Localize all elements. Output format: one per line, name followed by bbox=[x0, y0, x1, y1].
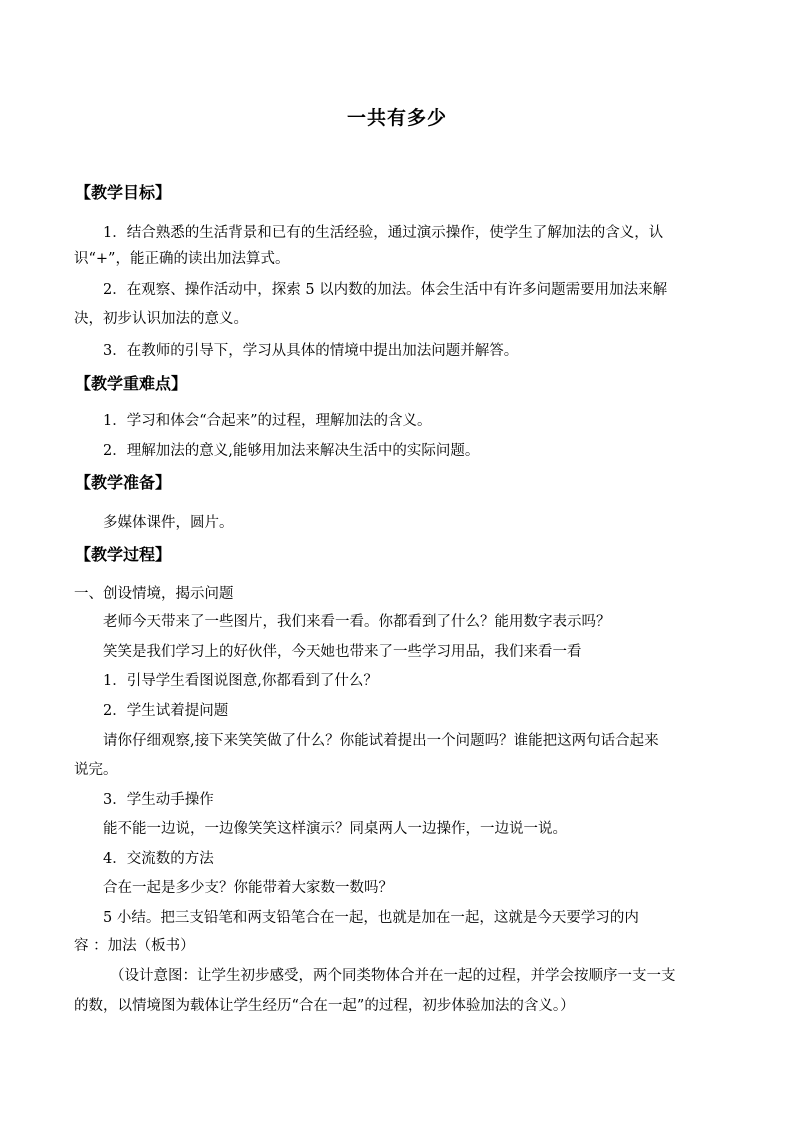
process-line-3: 1．引导学生看图说图意,你都看到了什么？ bbox=[103, 673, 378, 689]
goal-line-3: 3．在教师的引导下，学习从具体的情境中提出加法问题并解答。 bbox=[103, 343, 519, 359]
keypoint-line-2: 2．理解加法的意义,能够用加法来解决生活中的实际问题。 bbox=[103, 443, 480, 459]
process-line-4: 2．学生试着提问题 bbox=[103, 703, 229, 719]
process-line-7: 能不能一边说，一边像笑笑这样演示？同桌两人一边操作，一边说一说。 bbox=[103, 821, 567, 837]
process-line-5-cont: 说完。 bbox=[74, 762, 118, 778]
heading-process: 【教学过程】 bbox=[75, 545, 172, 564]
goal-line-1-cont: 识“+”，能正确的读出加法算式。 bbox=[74, 251, 290, 267]
goal-line-1: 1．结合熟悉的生活背景和已有的生活经验，通过演示操作，使学生了解加法的含义，认 bbox=[103, 225, 664, 241]
prep-line-1: 多媒体课件，圆片。 bbox=[103, 515, 234, 531]
heading-prep: 【教学准备】 bbox=[75, 473, 172, 492]
goal-line-2: 2．在观察、操作活动中，探索 5 以内数的加法。体会生活中有许多问题需要用加法来解 bbox=[103, 282, 668, 298]
design-intent-line-2: 的数，以情境图为载体让学生经历“合在一起”的过程，初步体验加法的含义。） bbox=[74, 998, 575, 1014]
keypoint-line-1: 1．学习和体会“合起来”的过程，理解加法的含义。 bbox=[103, 413, 432, 429]
page-title: 一共有多少 bbox=[346, 107, 447, 129]
process-section-1: 一、创设情境，揭示问题 bbox=[74, 586, 234, 602]
goal-line-2-cont: 决，初步认识加法的意义。 bbox=[74, 311, 248, 327]
heading-keypoints: 【教学重难点】 bbox=[75, 374, 188, 393]
process-line-2: 笑笑是我们学习上的好伙伴，今天她也带来了一些学习用品，我们来看一看 bbox=[103, 644, 582, 660]
heading-goals: 【教学目标】 bbox=[75, 183, 172, 202]
process-line-5: 请你仔细观察,接下来笑笑做了什么？你能试着提出一个问题吗？谁能把这两句话合起来 bbox=[103, 733, 659, 749]
process-line-1: 老师今天带来了一些图片，我们来看一看。你都看到了什么？能用数字表示吗？ bbox=[103, 614, 611, 630]
process-line-6: 3．学生动手操作 bbox=[103, 792, 214, 808]
process-line-8: 4．交流数的方法 bbox=[103, 851, 214, 867]
process-line-10-cont: 容 ：加法（板书） bbox=[74, 938, 195, 954]
process-line-9: 合在一起是多少支？你能带着大家数一数吗？ bbox=[103, 880, 393, 896]
process-line-10: 5 小结。把三支铅笔和两支铅笔合在一起，也就是加在一起，这就是今天要学习的内 bbox=[103, 910, 639, 926]
design-intent-line-1: （设计意图：让学生初步感受，两个同类物体合并在一起的过程，并学会按顺序一支一支 bbox=[110, 968, 676, 984]
